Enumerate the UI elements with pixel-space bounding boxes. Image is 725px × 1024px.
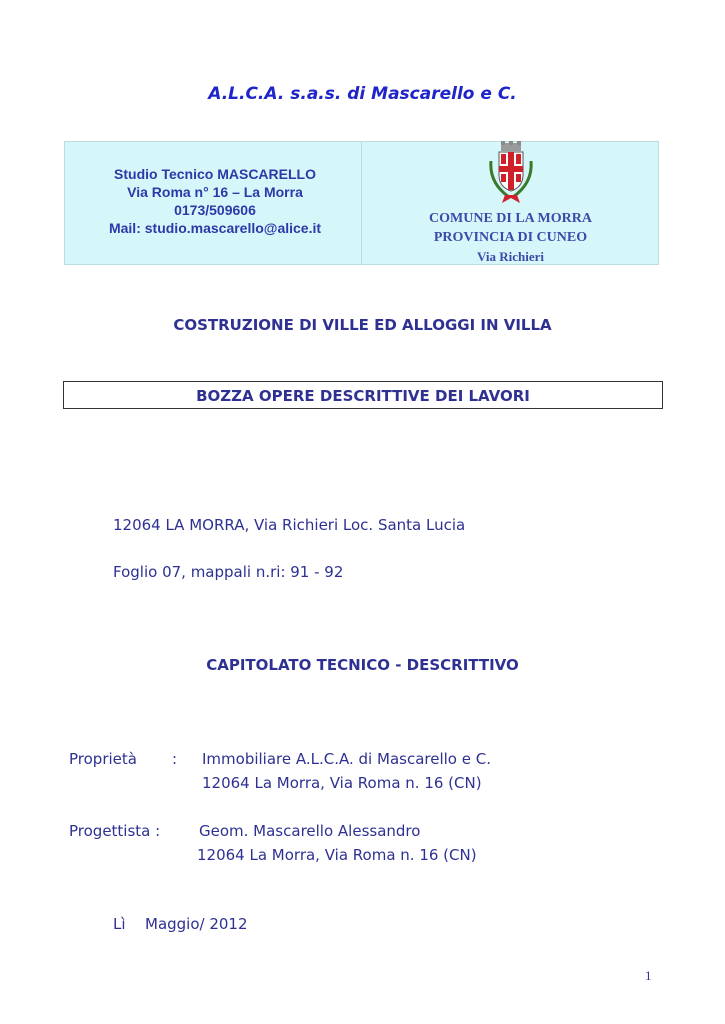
proprieta-owner: Immobiliare A.L.C.A. di Mascarello e C. — [202, 750, 491, 768]
comune-name: COMUNE DI LA MORRA — [429, 211, 592, 226]
progettista-address: 12064 La Morra, Via Roma n. 16 (CN) — [197, 846, 477, 864]
cadastral-line: Foglio 07, mappali n.ri: 91 - 92 — [113, 563, 344, 581]
studio-name: Studio Tecnico MASCARELLO — [114, 166, 316, 182]
progettista-name: Geom. Mascarello Alessandro — [199, 822, 421, 840]
studio-mail: Mail: studio.mascarello@alice.it — [108, 220, 322, 236]
comune-provincia: PROVINCIA DI CUNEO — [433, 230, 588, 245]
date-value: Maggio/ 2012 — [145, 915, 248, 933]
project-title: COSTRUZIONE DI VILLE ED ALLOGGI IN VILLA — [173, 316, 552, 334]
proprieta-address: 12064 La Morra, Via Roma n. 16 (CN) — [202, 774, 482, 792]
progettista-label: Progettista : — [69, 822, 161, 840]
proprieta-separator: : — [172, 750, 178, 768]
date-place: Lì — [113, 915, 126, 933]
page-number: 1 — [645, 968, 652, 983]
comune-coat-of-arms-icon — [483, 141, 539, 205]
boxed-title: BOZZA OPERE DESCRITTIVE DEI LAVORI — [63, 381, 663, 409]
comune-street: Via Richieri — [476, 249, 545, 264]
studio-phone: 0173/509606 — [174, 202, 256, 218]
proprieta-label: Proprietà — [69, 750, 137, 768]
studio-block — [70, 165, 360, 237]
location-line: 12064 LA MORRA, Via Richieri Loc. Santa Lucia — [113, 516, 466, 534]
studio-address: Via Roma n° 16 – La Morra — [127, 184, 303, 200]
company-title: A.L.C.A. s.a.s. di Mascarello e C. — [208, 84, 517, 104]
section-title: CAPITOLATO TECNICO - DESCRITTIVO — [206, 656, 519, 674]
comune-block — [362, 209, 659, 266]
